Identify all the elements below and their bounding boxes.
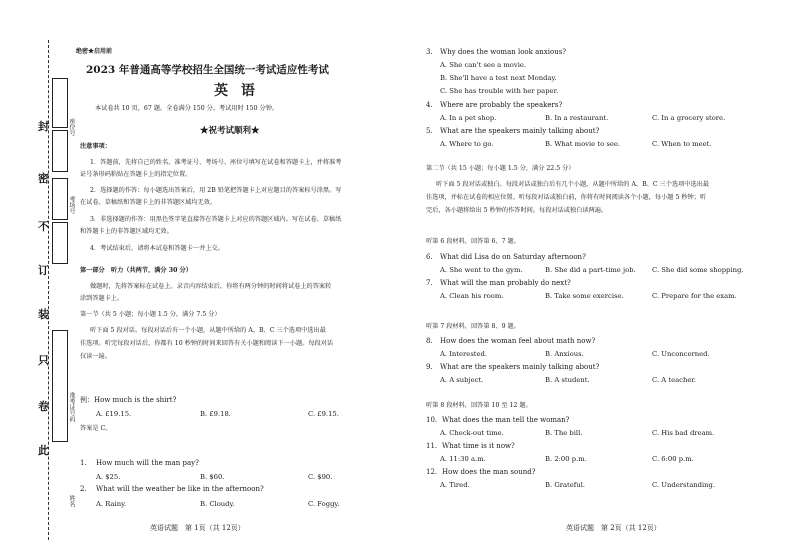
example-option-c: C. £9.15.	[308, 410, 339, 418]
option-a[interactable]: A. She went to the gym.	[440, 266, 523, 274]
exam-title: 2023 年普通高等学校招生全国统一考试适应性考试	[86, 64, 329, 76]
option-a[interactable]: A. 11:30 a.m.	[440, 455, 486, 463]
option-b[interactable]: B. 2:00 p.m.	[545, 455, 587, 463]
question-text: How does the man sound?	[442, 468, 536, 476]
option-b[interactable]: B. She'll have a test next Monday.	[440, 74, 557, 82]
margin-char: 订	[38, 264, 49, 277]
question-number: 7.	[426, 279, 433, 287]
example-question: 例：How much is the shirt?	[80, 396, 177, 404]
margin-char: 不	[38, 220, 49, 233]
question-number: 1.	[80, 459, 87, 467]
section1-intro: 佳选项。听完每段对话后，你都有 10 秒钟的时间来回答有关小题和阅读下一小题。每段对话	[80, 340, 334, 347]
question-number: 12.	[426, 468, 438, 476]
group-heading: 听第 8 段材料，回答第 10 至 12 题。	[426, 402, 532, 409]
group-heading: 听第 7 段材料，回答第 8、9 题。	[426, 323, 520, 330]
margin-char: 卷	[38, 400, 49, 413]
option-c[interactable]: C. $90.	[308, 473, 333, 481]
section2-intro: 佳选项，并标在试卷的相应位置。听每段对话或独白前，你将有时间阅读各个小题，每小题 5 秒钟；听	[426, 194, 707, 201]
margin-char: 此	[38, 444, 49, 457]
question-number: 2.	[80, 485, 87, 493]
question-text: What are the speakers mainly talking about?	[440, 127, 600, 135]
notice-line: 3．非选择题的作答：用黑色签字笔直接答在答题卡上对应的答题区域内。写在试卷、草稿纸	[90, 216, 342, 223]
question-text: What does the man tell the woman?	[442, 416, 570, 424]
notice-line: 2．选择题的作答：每小题选出答案后，用 2B 铅笔把答题卡上对应题目的答案标号涂黑。写	[90, 187, 342, 194]
option-b[interactable]: B. The bill.	[545, 429, 583, 437]
question-text: What did Lisa do on Saturday afternoon?	[440, 253, 586, 261]
seat-number-box-2[interactable]	[52, 130, 68, 172]
option-c[interactable]: C. A teacher.	[652, 376, 697, 384]
question-text: What are the speakers mainly talking about?	[440, 363, 600, 371]
question-number: 10.	[426, 416, 438, 424]
option-a[interactable]: A. Rainy.	[96, 500, 127, 508]
question-text: How does the woman feel about math now?	[440, 337, 596, 345]
candidate-number-label: 准考证号码	[68, 392, 75, 422]
exam-room-label: 考场号	[68, 196, 75, 214]
option-b[interactable]: B. Take some exercise.	[545, 292, 624, 300]
notice-line: 在试卷、草稿纸和答题卡上的非答题区域均无效。	[80, 199, 217, 206]
page-footer: 英语试题 第 2页（共 12页）	[566, 524, 661, 532]
question-number: 5.	[426, 127, 433, 135]
option-b[interactable]: B. Anxious.	[545, 350, 584, 358]
question-number: 11.	[426, 442, 438, 450]
option-a[interactable]: A. Clean his room.	[440, 292, 504, 300]
option-a[interactable]: A. She can't see a movie.	[440, 61, 527, 69]
part1-intro: 做题时，先将答案标在试卷上。录音内容结束后，你将有两分钟的时间将试卷上的答案转	[90, 283, 332, 290]
seat-number-label: 座位号	[68, 118, 75, 136]
option-c[interactable]: C. 6:00 p.m.	[652, 455, 694, 463]
exam-room-box[interactable]	[52, 178, 68, 220]
question-number: 9.	[426, 363, 433, 371]
margin-char: 只	[38, 354, 49, 367]
option-b[interactable]: B. Grateful.	[545, 481, 586, 489]
option-c[interactable]: C. Foggy.	[308, 500, 340, 508]
part1-intro: 涂到答题卡上。	[80, 295, 124, 302]
group-heading: 听第 6 段材料，回答第 6、7 题。	[426, 238, 520, 245]
question-text: What time is it now?	[442, 442, 515, 450]
section1-intro: 仅读一遍。	[80, 353, 111, 360]
option-b[interactable]: B. What movie to see.	[545, 140, 621, 148]
option-a[interactable]: A. Check-out time.	[440, 429, 504, 437]
subject-title: 英 语	[214, 83, 259, 99]
notice-line: 和答题卡上的非答题区域均无效。	[80, 228, 173, 235]
cut-line	[48, 40, 49, 540]
question-number: 6.	[426, 253, 433, 261]
option-a[interactable]: A. Where to go.	[440, 140, 494, 148]
option-a[interactable]: A. Tired.	[440, 481, 470, 489]
notice-line: 证号条形码粘贴在答题卡上的指定位置。	[80, 171, 192, 178]
option-b[interactable]: B. $60.	[200, 473, 225, 481]
good-luck-wish: ★祝考试顺利★	[200, 126, 260, 136]
option-c[interactable]: C. Unconcerned.	[652, 350, 710, 358]
option-a[interactable]: A. Interested.	[440, 350, 488, 358]
candidate-number-box[interactable]	[52, 330, 68, 442]
question-text: How much will the man pay?	[96, 459, 199, 467]
option-c[interactable]: C. She did some shopping.	[652, 266, 744, 274]
question-number: 4.	[426, 101, 433, 109]
exam-room-box-2[interactable]	[52, 222, 68, 264]
option-a[interactable]: A. $25.	[96, 473, 121, 481]
question-number: 3.	[426, 48, 433, 56]
page-footer: 英语试题 第 1页（共 12页）	[150, 524, 245, 532]
section1-intro: 听下面 5 段对话。每段对话后有一个小题，从题中所给的 A、B、C 三个选项中选出最	[90, 327, 326, 334]
option-b[interactable]: B. In a restaurant.	[545, 114, 609, 122]
option-b[interactable]: B. Cloudy.	[200, 500, 235, 508]
option-c[interactable]: C. Understanding.	[652, 481, 716, 489]
margin-char: 封	[38, 120, 49, 133]
section2-intro: 完后，各小题将给出 5 秒钟的作答时间。每段对话或独白读两遍。	[426, 207, 608, 214]
question-text: Where are probably the speakers?	[440, 101, 563, 109]
section2-intro: 听下面 5 段对话或独白。每段对话或独白后有几个小题，从题中所给的 A、B、C 三个选项中选出最	[436, 181, 710, 188]
secret-mark: 绝密★启用前	[76, 48, 113, 55]
option-a[interactable]: A. In a pet shop.	[440, 114, 497, 122]
notice-title: 注意事项：	[80, 143, 111, 150]
example-option-a: A. £19.15.	[96, 410, 132, 418]
question-text: Why does the woman look anxious?	[440, 48, 567, 56]
option-c[interactable]: C. His bad dream.	[652, 429, 715, 437]
option-c[interactable]: C. When to meet.	[652, 140, 712, 148]
option-a[interactable]: A. A subject.	[440, 376, 484, 384]
question-text: What will the man probably do next?	[440, 279, 571, 287]
question-number: 8.	[426, 337, 433, 345]
option-c[interactable]: C. Prepare for the exam.	[652, 292, 737, 300]
seat-number-box[interactable]	[52, 78, 68, 128]
notice-line: 4．考试结束后，请将本试卷和答题卡一并上交。	[90, 245, 224, 252]
option-c[interactable]: C. In a grocery store.	[652, 114, 726, 122]
option-b[interactable]: B. She did a part-time job.	[545, 266, 636, 274]
option-c[interactable]: C. She has trouble with her paper.	[440, 87, 559, 95]
example-option-b: B. £9.18.	[200, 410, 231, 418]
notice-line: 1．答题前，先将自己的姓名、准考证号、考场号、座位号填写在试卷和答题卡上，并将准考	[90, 159, 342, 166]
margin-char: 密	[38, 172, 49, 185]
part1-title: 第一部分 听力（共两节，满分 30 分）	[80, 267, 192, 274]
question-text: What will the weather be like in the afternoon?	[96, 485, 264, 493]
exam-info: 本试卷共 10 页，67 题。全卷满分 150 分。考试用时 150 分钟。	[95, 105, 279, 112]
section1-title: 第一节（共 5 小题；每小题 1.5 分，满分 7.5 分）	[80, 311, 221, 318]
name-label: 姓名	[68, 495, 75, 507]
margin-char: 装	[38, 308, 49, 321]
example-answer: 答案是 C。	[80, 425, 112, 432]
section2-title: 第二节（共 15 小题；每小题 1.5 分，满分 22.5 分）	[426, 165, 575, 172]
option-b[interactable]: B. A student.	[545, 376, 590, 384]
